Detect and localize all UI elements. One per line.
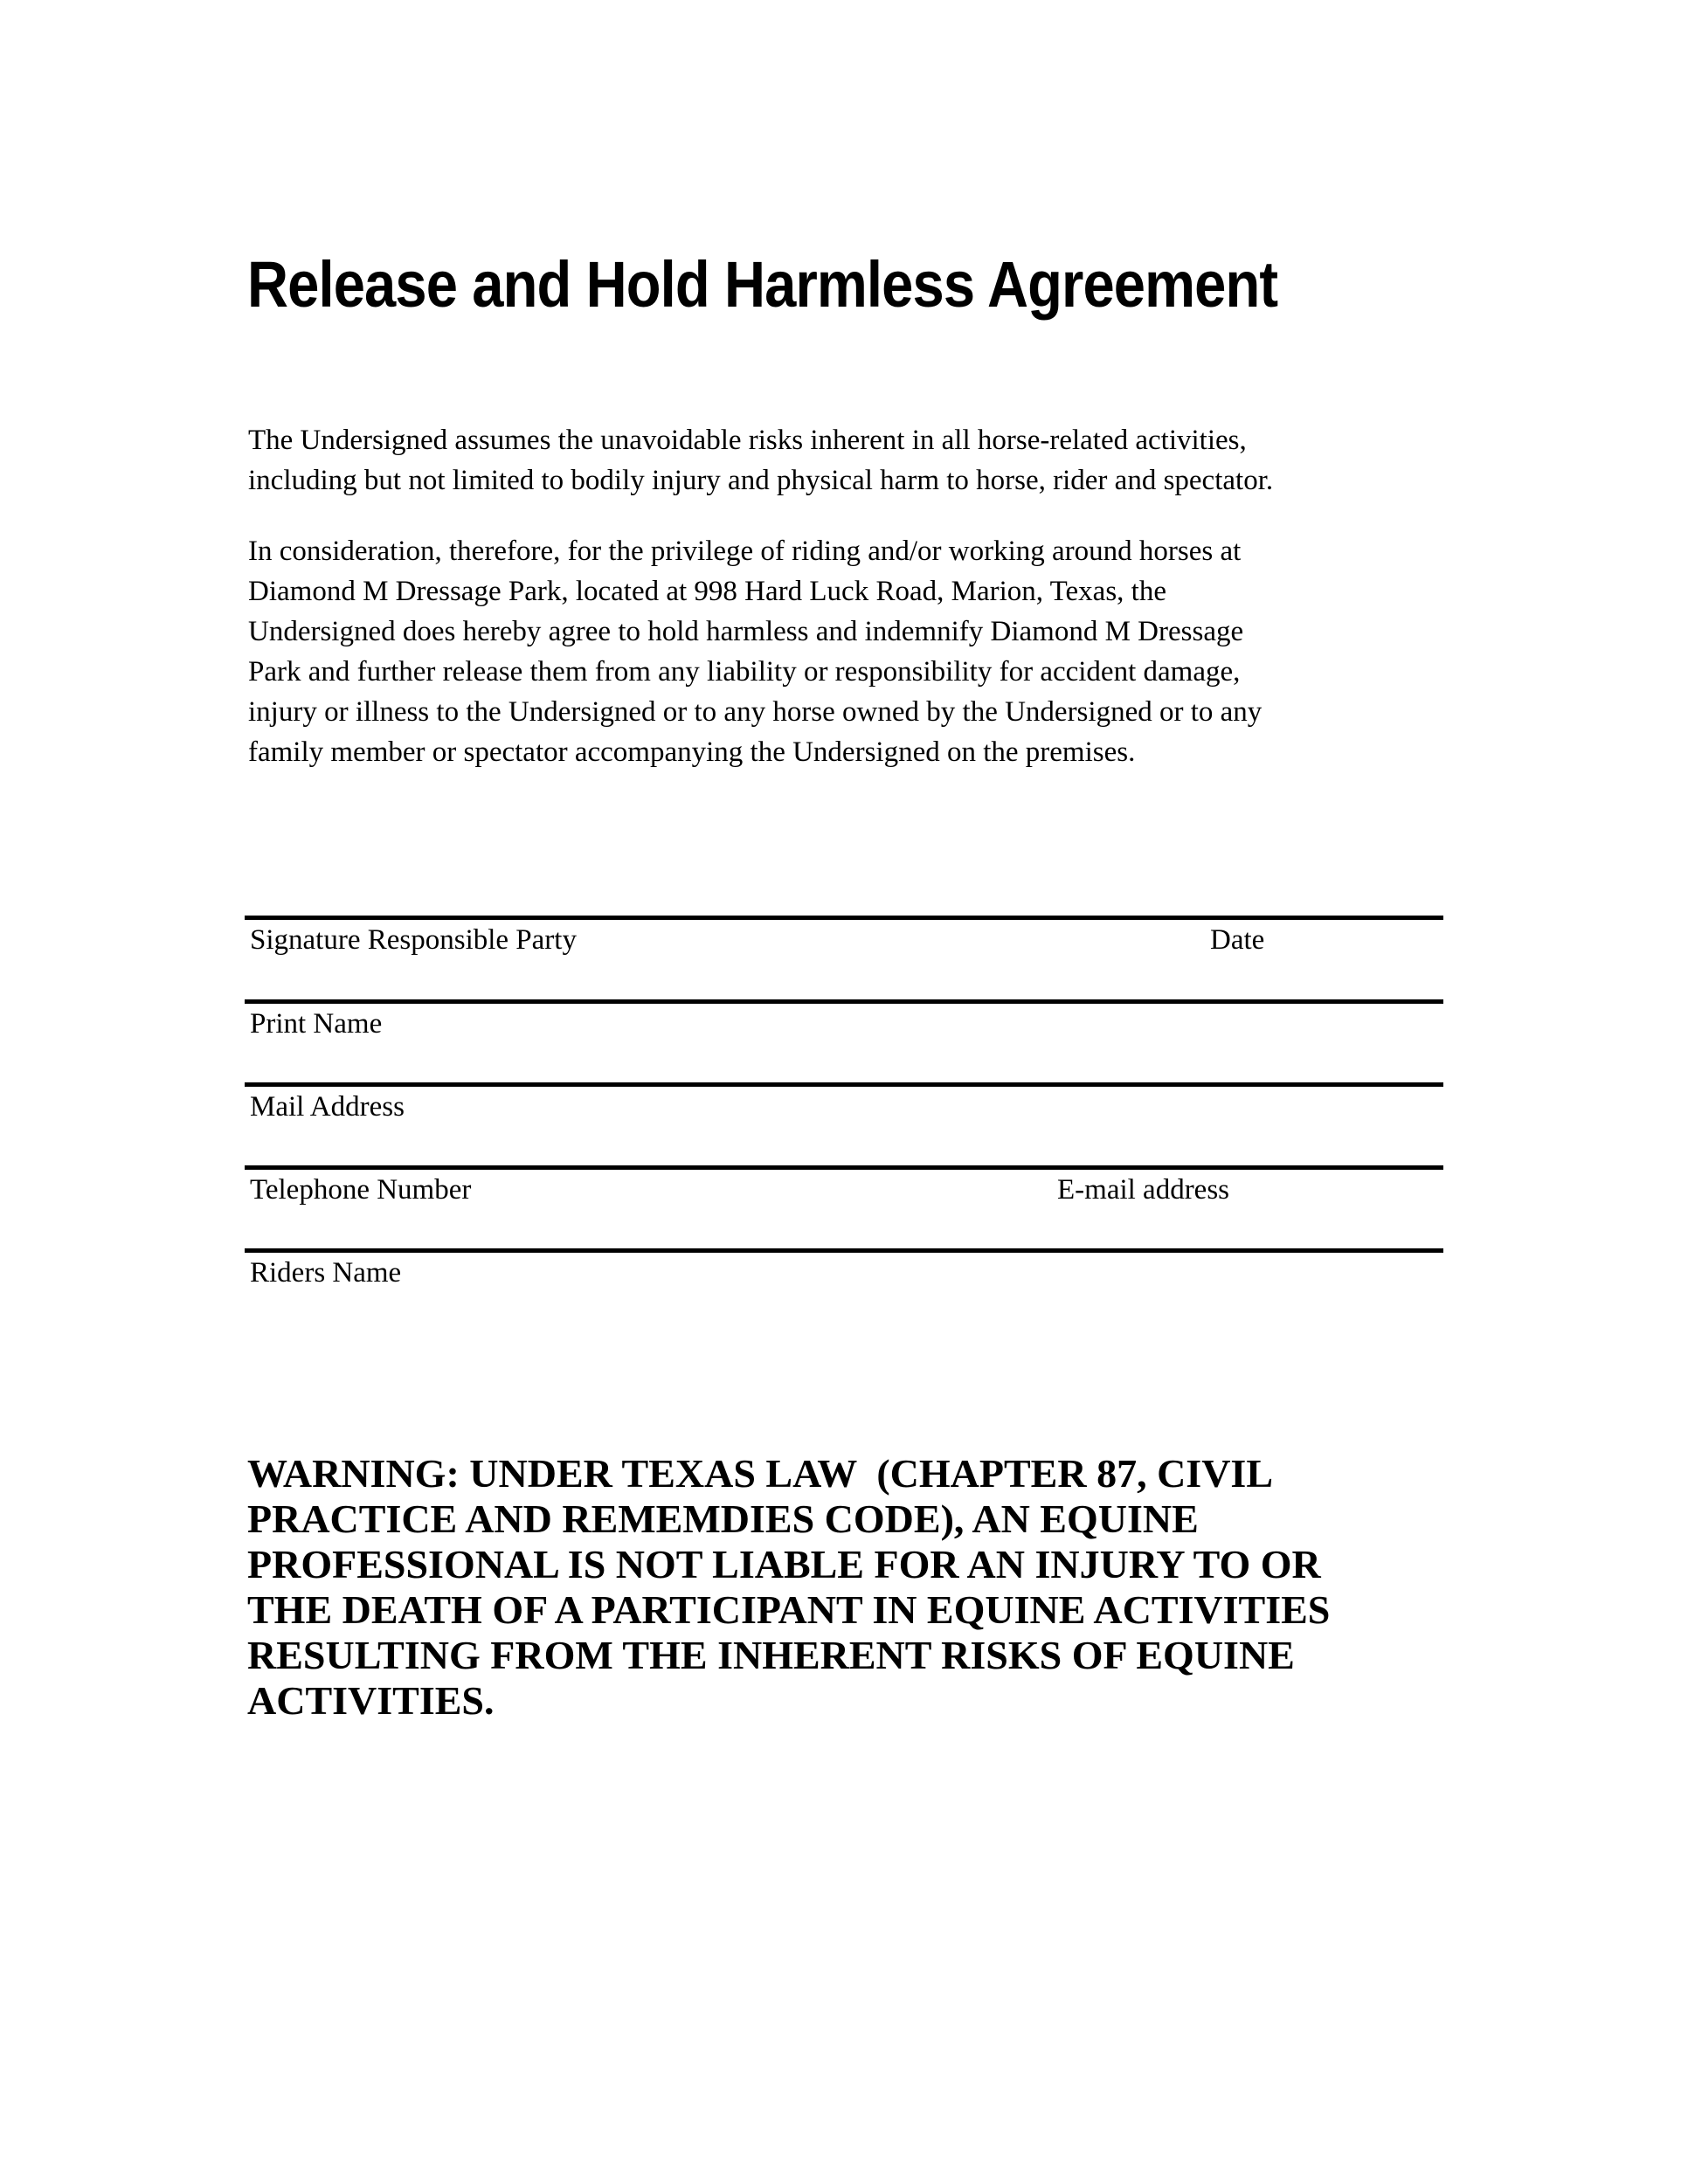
texas-law-warning-line: ACTIVITIES. — [247, 1678, 495, 1723]
date-field-label: Date — [1210, 924, 1265, 956]
riders-name-field-rule — [245, 1248, 1443, 1253]
consideration-paragraph-line: injury or illness to the Undersigned or to any horse owned by the Undersigned or to any — [248, 696, 1263, 728]
intro-paragraph-line: The Undersigned assumes the unavoidable risks inherent in all horse-related activities, — [248, 425, 1247, 456]
texas-law-warning-line: THE DEATH OF A PARTICIPANT IN EQUINE ACTIVITIES — [247, 1587, 1331, 1632]
consideration-paragraph — [248, 531, 1262, 772]
mail-address-field-rule — [245, 1082, 1443, 1087]
page-title — [247, 247, 1418, 321]
mail-address-field-label: Mail Address — [250, 1091, 405, 1123]
intro-paragraph-line: including but not limited to bodily injury and physical harm to horse, rider and spectator. — [248, 465, 1274, 496]
texas-law-warning-line: WARNING: UNDER TEXAS LAW (CHAPTER 87, CIVIL — [247, 1451, 1274, 1496]
consideration-paragraph-line: family member or spectator accompanying the Undersigned on the premises. — [248, 736, 1136, 768]
consideration-paragraph-line: In consideration, therefore, for the privilege of riding and/or working around horses at — [248, 536, 1242, 567]
texas-law-warning-line: PRACTICE AND REMEMDIES CODE), AN EQUINE — [247, 1496, 1199, 1541]
riders-name-field-label: Riders Name — [250, 1257, 402, 1289]
page-title-text: Release and Hold Harmless Agreement — [247, 247, 1278, 321]
telephone-field-label: Telephone Number — [250, 1174, 472, 1206]
texas-law-warning-line: RESULTING FROM THE INHERENT RISKS OF EQUINE — [247, 1633, 1295, 1677]
signature-field-label: Signature Responsible Party — [250, 924, 577, 956]
consideration-paragraph-line: Park and further release them from any liability or responsibility for accident damage, — [248, 656, 1241, 688]
signature-field-rule — [245, 916, 1443, 920]
telephone-field-rule — [245, 1165, 1443, 1170]
texas-law-warning-line: PROFESSIONAL IS NOT LIABLE FOR AN INJURY TO OR — [247, 1542, 1321, 1586]
consideration-paragraph-line: Diamond M Dressage Park, located at 998 Hard Luck Road, Marion, Texas, the — [248, 576, 1166, 607]
print-name-field-label: Print Name — [250, 1008, 383, 1040]
consideration-paragraph-line: Undersigned does hereby agree to hold harmless and indemnify Diamond M Dressage — [248, 616, 1244, 647]
texas-law-warning — [247, 1451, 1330, 1724]
print-name-field-rule — [245, 999, 1443, 1004]
intro-paragraph — [248, 420, 1273, 501]
email-field-label: E-mail address — [1057, 1174, 1230, 1206]
